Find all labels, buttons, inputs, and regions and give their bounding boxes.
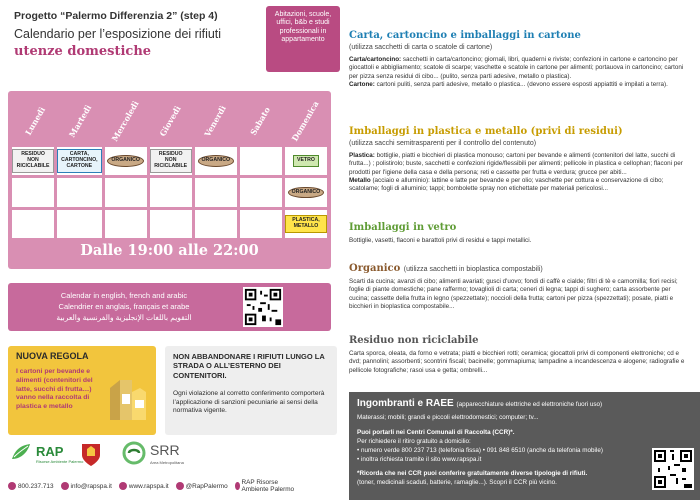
warning-text: Ogni violazione al corretto conferimento comporterà l’applicazione di sanzioni pecuniarie ai sensi della normativa vigente. [173,390,325,415]
plastica-text: bottiglie, piatti e bicchieri di plastica monouso; cartoni per bevande e alimenti (contenitori del latte, succhi di frutta...) ; polistirolo; buste, sacchetti e confezioni rigide/flessibili per alimenti; pellicole in plastica e cellophan; flaconi per prodotti per l'igiene della casa e della persona; reti e cassette per frutta e verdura; grucce per abiti... [349,152,683,176]
page-title: Calendario per l’esposizione dei rifiuti [14,27,222,41]
day-thursday: Giovedì [156,103,183,139]
metallo-label: Metallo [349,176,371,184]
calendar-cell [12,210,54,238]
carta-label: Carta/cartoncino: [349,56,402,63]
new-rule-text: I cartoni per bevande e alimenti (contenitori del latte, succhi di frutta…) vanno nella raccolta di plastica e metallo [16,368,93,411]
ccr-reminder: *Ricorda che nei CCR puoi conferire gratuitamente diverse tipologie di rifiuti. [357,470,588,477]
day-monday: Lunedì [22,105,47,137]
partner-logos [10,441,335,471]
vetro-title: Imballaggi in vetro [349,222,457,233]
residuo-tag: RESIDUO NON RICICLABILE [150,149,192,173]
qr-code-icon[interactable] [243,287,283,327]
plastica-title-text: Imballaggi in plastica e metallo (privi di residui) [349,126,623,137]
ingombranti-box [349,392,700,500]
rap-logo-sub: Risorse Ambiente Palermo [36,459,84,464]
organico-title-text: Organico [349,263,401,274]
carta-title-text: Carta, cartoncino e imballaggi in cartone [349,30,581,41]
ingombranti-title [357,398,602,409]
facebook-page: RAP Risorse Ambiente Palermo [241,478,295,493]
calendar-cell [150,178,192,206]
calendar-cell [57,147,102,175]
ingombranti-items: Materassi; mobili; grandi e piccoli elettrodomestici; computer; tv... [357,414,539,421]
carta-title [349,30,692,52]
ccr-info: Puoi portarli nei Centri Comunali di Raccolta (CCR)*. [357,429,515,436]
srr-swirl-icon [122,441,146,465]
phone-icon [8,482,16,490]
left-column [0,0,345,500]
rap-leaf-icon [10,441,32,463]
carta-description [349,56,692,89]
plastica-tag: PLASTICA, METALLO [285,215,327,233]
plastica-description [349,152,692,193]
residuo-section [349,335,692,375]
pickup-phone: • numero verde 800 237 713 (telefonia fissa) • 091 848 6510 (anche da telefonia mobile) [357,447,603,454]
calendar-cell [195,178,237,206]
srr-logo-name: SRR [150,442,180,458]
calendar-cell [57,178,102,206]
collection-calendar [8,91,331,269]
rap-logo-name: RAP [36,444,64,459]
vetro-tag: VETRO [293,155,319,167]
calendar-cell [285,147,327,175]
calendar-cell [105,210,147,238]
day-sunday: Domenica [288,99,321,143]
email-icon [61,482,69,490]
ingombranti-subtitle: (apparecchiature elettriche ed elettroniche fuori uso) [456,401,603,408]
organico-tag: ORGANICO [288,187,325,199]
calendar-cell [57,210,102,238]
calendar-cell [195,147,237,175]
residuo-title: Residuo non riciclabile [349,335,479,346]
page-subtitle: utenze domestiche [14,44,152,59]
phone-number: 800.237.713 [18,482,54,490]
carta-subtitle: (utilizza sacchetti di carta o scatole di cartone) [349,44,493,51]
language-ar: التقويم باللغات الإنجليزية والفرنسية والعربية [56,312,192,322]
facebook-icon [235,482,240,490]
ccr-reminder-detail: (toner, medicinali scaduti, batterie, ramaglie...). Scopri il CCR più vicino. [357,479,557,486]
calendar-cell [240,147,282,175]
residuo-tag: RESIDUO NON RICICLABILE [12,149,54,173]
organico-title [349,263,692,274]
carta-section [349,30,692,89]
language-fr: Calendrier en anglais, français et arabe [58,301,190,311]
warning-box [165,346,337,435]
carta-text: sacchetti in carta/cartoncino; giornali, libri, quaderni e riviste; confezioni in cartone e cartoncino per giocattoli e abbigliamento; scatole di scarpe; vaschette e scatole in cartone per alimenti; portauova in cartoncino; cartoni per pizza senza residui di cibo... (pulito, senza parti adesive, metallo o plastica). [349,56,684,80]
calendar-cell [285,178,327,206]
facebook-contact[interactable] [235,479,297,493]
plastica-subtitle: (utilizza sacchi semitrasparenti per il controllo del contenuto) [349,140,537,147]
day-friday: Venerdì [201,103,228,139]
plastica-section [349,126,692,193]
residuo-description: Carta sporca, oleata, da forno e vetrata; piatti e bicchieri rotti; ceramica; giocattoli privi di componenti elettroniche; cd e dvd; pannolini; assorbenti; scontrini fiscali; bacinelle; gommapiuma; lampadine a incandescenza e alogene; radiografie e pellicole fotografiche; rasoi usa e getta; ombrelli... [349,350,685,374]
right-column [349,0,700,500]
milk-carton-icon [106,376,148,422]
organico-description: Scarti da cucina; avanzi di cibo; alimenti avariati; gusci d'uovo; fondi di caffè e cialde; filtri di tè e camomilla; fiori recisi; foglie di piante domestiche; pane raffermo; tovaglioli di carta; ceneri di legna; tappi di sughero; carta assorbente per cucina; cassette della frutta in legno (spezzettate); noccioli della frutta; cartoni per pizza (spezzettati); posate, piatti e bicchieri in bioplastica compostabile... [349,278,678,310]
collection-time: Dalle 19:00 alle 22:00 [80,242,259,259]
calendar-cell [150,147,192,175]
srr-logo-sub: Area Metropolitana [150,460,184,465]
twitter-contact[interactable] [176,482,228,490]
day-saturday: Sabato [247,105,272,137]
metallo-text: (acciaio e alluminio): lattine e latte per bevande e per olio; vaschette per cottura e conservazione di cibo; scatolame; fogli di alluminio; tappi; bombolette spray non etichettate per materiali pericolosi... [349,176,664,193]
carta-tag: CARTA, CARTONCINO, CARTONE [57,149,102,173]
rap-logo [10,441,84,468]
palermo-crest [80,441,108,472]
vetro-section [349,222,692,245]
organico-tag: ORGANICO [107,155,144,167]
email-contact[interactable] [61,482,112,490]
calendar-cell [240,178,282,206]
cartone-label: Cartone: [349,80,375,88]
calendar-cell [105,178,147,206]
calendar-cell [105,147,147,175]
weekday-header [12,95,327,147]
website: www.rapspa.it [128,482,169,490]
web-icon [119,482,127,490]
day-tuesday: Martedì [66,103,93,139]
day-wednesday: Mercoledì [108,98,141,144]
language-text [14,291,234,324]
warning-title: NON ABBANDONARE I RIFIUTI LUNGO LA STRADA O ALL’ESTERNO DEI CONTENITORI. [173,352,325,380]
calendar-cell [150,210,192,238]
web-contact[interactable] [119,482,169,490]
organico-section [349,263,692,311]
new-rule-title: NUOVA REGOLA [16,351,89,361]
pickup-request: Per richiedere il ritiro gratuito a domicilio: [357,438,471,445]
twitter-icon [176,482,184,490]
palermo-crest-icon [80,441,102,467]
calendar-grid [12,147,327,238]
new-rule-box [8,346,156,435]
language-banner [8,283,331,331]
vetro-description: Bottiglie, vasetti, flaconi e barattoli privi di residui e tappi metallici. [349,237,532,244]
organico-tag: ORGANICO [198,155,235,167]
pickup-web: • inoltra richiesta tramite il sito www.rapspa.it [357,456,482,463]
calendar-cell [285,210,327,238]
project-name: Progetto “Palermo Differenzia 2” (step 4) [14,10,218,22]
calendar-cell [240,210,282,238]
audience-badge: Abitazioni, scuole, uffici, b&b e studi professionali in appartamento [266,6,340,72]
cartone-text: cartoni puliti, senza parti adesive, metallo o plastica... (devono essere esposti appiattiti e impilati a terra). [374,80,668,88]
contact-footer [0,472,345,500]
srr-logo [122,441,192,470]
calendar-cell [12,147,54,175]
plastica-title [349,126,692,148]
ingombranti-title-text: Ingombranti e RAEE [357,398,454,409]
phone-contact[interactable] [8,482,54,490]
email-address: info@rapspa.it [70,482,112,490]
calendar-cell [195,210,237,238]
plastica-label: Plastica: [349,152,375,159]
language-en: Calendar in english, french and arabic [60,291,188,300]
calendar-cell [12,178,54,206]
twitter-handle: @RapPalermo [185,482,228,490]
organico-subtitle: (utilizza sacchetti in bioplastica compostabili) [403,266,543,273]
qr-code-icon[interactable] [652,448,694,490]
